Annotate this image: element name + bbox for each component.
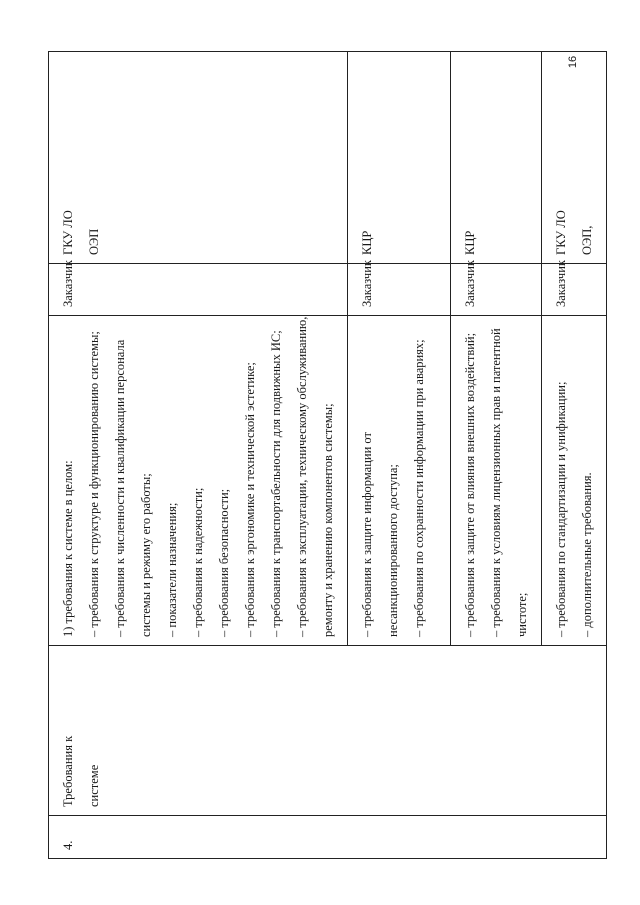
requirements-cell — [348, 316, 451, 646]
section-title-line: Требования к — [61, 735, 75, 807]
executor-cell — [451, 52, 542, 264]
executor-line: ОЭП, — [580, 225, 594, 255]
requirement-line: – требования безопасности; — [217, 488, 231, 637]
party-label: Заказчик — [61, 260, 75, 307]
requirement-line: ремонту и хранению компонентов системы; — [321, 403, 335, 637]
requirement-line: – требования к эксплуатации, техническому обслуживанию, — [295, 316, 309, 637]
table-row — [49, 52, 348, 859]
executor-line: ГКУ ЛО — [61, 210, 75, 255]
requirement-line: – требования к условиям лицензионных прав и патентной — [489, 328, 503, 637]
requirement-line: 1) требования к системе в целом: — [61, 460, 75, 637]
row-number-cell — [49, 816, 607, 859]
party-label: Заказчик — [360, 260, 374, 307]
executor-line: ГКУ ЛО — [554, 210, 568, 255]
page-number: 16 — [567, 55, 579, 69]
requirement-line: – требования по сохранности информации при авариях; — [412, 339, 426, 637]
requirements-table — [48, 51, 607, 859]
requirements-cell — [451, 316, 542, 646]
section-title-line: системе — [87, 764, 101, 807]
requirement-line: – требования к транспортабельности для подвижных ИС; — [269, 330, 283, 637]
requirement-line: – требования по стандартизации и унификации; — [554, 381, 568, 637]
requirement-line: чистоте; — [515, 592, 529, 637]
requirement-line: – показатели назначения; — [165, 502, 179, 637]
party-cell — [451, 260, 542, 316]
requirement-line: – требования к защите информации от — [360, 432, 374, 637]
section-title-cell — [49, 646, 607, 816]
executor-line: ОЭП — [87, 228, 101, 255]
requirement-line: – требования к эргономике и технической эстетике; — [243, 362, 257, 637]
requirement-line: системы и режиму его работы; — [139, 473, 153, 637]
requirement-line: – требования к численности и квалификации персонала — [113, 339, 127, 637]
executor-cell — [542, 52, 607, 264]
requirement-line: – требования к защите от влияния внешних воздействий; — [463, 332, 477, 637]
party-label: Заказчик — [554, 260, 568, 307]
row-number: 4. — [61, 840, 75, 850]
executor-cell — [49, 52, 348, 264]
executor-cell — [348, 52, 451, 264]
requirement-line: – требования к надежности; — [191, 487, 205, 637]
requirements-cell — [542, 316, 607, 646]
party-cell — [348, 260, 451, 316]
requirement-line: – требования к структуре и функционированию системы; — [87, 331, 101, 637]
party-cell — [542, 260, 607, 316]
party-label: Заказчик — [463, 260, 477, 307]
executor-line: КЦР — [463, 230, 477, 255]
party-cell — [49, 260, 348, 316]
requirements-cell — [49, 316, 348, 646]
executor-line: КЦР — [360, 230, 374, 255]
requirement-line: – дополнительные требования. — [580, 472, 594, 637]
requirement-line: несанкционированного доступа; — [386, 464, 400, 637]
